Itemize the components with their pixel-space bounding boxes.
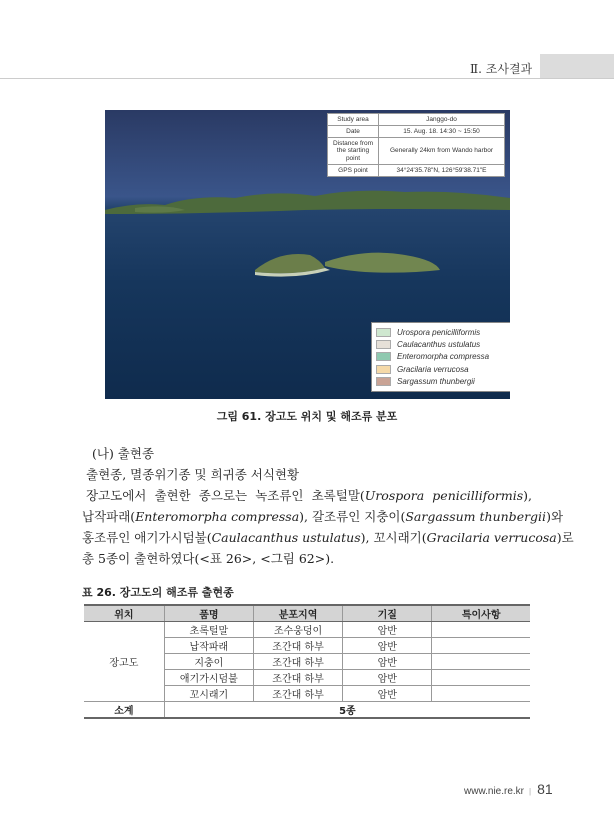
paragraph-line xyxy=(82,506,564,527)
species-name: Sargassum thunbergii xyxy=(405,509,547,524)
aerial-photo xyxy=(105,110,510,399)
species-table xyxy=(84,604,530,719)
species-legend xyxy=(371,322,510,392)
cell xyxy=(432,686,530,702)
legend-swatch xyxy=(376,340,391,349)
section-header: Ⅱ. 조사결과 xyxy=(470,62,533,76)
table-row xyxy=(84,622,530,638)
info-label: Distance from the starting point xyxy=(328,138,379,164)
location-cell: 장고도 xyxy=(84,622,164,702)
cell: 조간대 하부 xyxy=(253,670,342,686)
cell: 초록털말 xyxy=(164,622,253,638)
cell: 암반 xyxy=(343,638,432,654)
legend-label: Caulacanthus ustulatus xyxy=(397,340,481,350)
cell: 조수웅덩이 xyxy=(253,622,342,638)
legend-item xyxy=(376,376,506,388)
column-header: 기질 xyxy=(343,605,432,622)
subtotal-row xyxy=(84,702,530,719)
info-value: 34°24'35.78"N, 126°59'38.71"E xyxy=(379,164,505,176)
cell xyxy=(432,638,530,654)
text: 장고도에서 출현한 종으로는 녹조류인 초록털말( xyxy=(86,488,365,503)
legend-label: Gracilaria verrucosa xyxy=(397,364,469,374)
legend-label: Urospora penicilliformis xyxy=(397,327,481,337)
cell: 꼬시래기 xyxy=(164,686,253,702)
text: 납작파래( xyxy=(82,509,136,524)
study-info-table xyxy=(327,113,505,177)
text: ), xyxy=(523,488,532,503)
column-header: 위치 xyxy=(84,605,164,622)
info-label: Date xyxy=(328,126,379,138)
species-name: Urospora penicilliformis xyxy=(364,488,524,503)
column-header: 특이사항 xyxy=(432,605,530,622)
subheading: 출현종, 멸종위기종 및 희귀종 서식현황 xyxy=(86,467,300,482)
species-name: Caulacanthus ustulatus xyxy=(211,530,361,545)
info-label: GPS point xyxy=(328,164,379,176)
page-number: 81 xyxy=(537,781,553,797)
text: )로 xyxy=(556,530,574,545)
cell: 암반 xyxy=(343,670,432,686)
cell: 조간대 하부 xyxy=(253,638,342,654)
table-header-row xyxy=(84,605,530,622)
section-heading: (나) 출현종 xyxy=(92,446,155,461)
legend-label: Enteromorpha compressa xyxy=(397,352,490,362)
legend-swatch xyxy=(376,352,391,361)
cell xyxy=(432,622,530,638)
legend-label: Sargassum thunbergii xyxy=(397,377,475,387)
header-divider xyxy=(0,78,614,79)
cell: 암반 xyxy=(343,654,432,670)
legend-item xyxy=(376,326,506,338)
info-label: Study area xyxy=(328,114,379,126)
info-value: 15. Aug. 18. 14:30 ~ 15:50 xyxy=(379,126,505,138)
text: )와 xyxy=(546,509,564,524)
cell xyxy=(432,654,530,670)
body-text xyxy=(82,443,574,569)
legend-item xyxy=(376,338,506,350)
cell: 애기가시덤불 xyxy=(164,670,253,686)
page-footer xyxy=(464,781,553,797)
text: ), 꼬시래기( xyxy=(360,530,427,545)
figure-caption: 그림 61. 장고도 위치 및 해조류 분포 xyxy=(216,410,398,423)
paragraph-line: 총 5종이 출현하였다(<표 26>, <그림 62>). xyxy=(82,551,335,566)
column-header: 분포지역 xyxy=(253,605,342,622)
cell xyxy=(432,670,530,686)
column-header: 품명 xyxy=(164,605,253,622)
cell: 조간대 하부 xyxy=(253,686,342,702)
header-tab xyxy=(540,54,614,78)
text: 홍조류인 애기가시덤불( xyxy=(82,530,212,545)
cell: 조간대 하부 xyxy=(253,654,342,670)
legend-swatch xyxy=(376,328,391,337)
footer-url: www.nie.re.kr xyxy=(464,786,525,797)
legend-item xyxy=(376,351,506,363)
info-value: Janggo-do xyxy=(379,114,505,126)
legend-swatch xyxy=(376,365,391,374)
paragraph-line xyxy=(82,527,574,548)
cell: 암반 xyxy=(343,686,432,702)
cell: 지충이 xyxy=(164,654,253,670)
info-value: Generally 24km from Wando harbor xyxy=(379,138,505,164)
paragraph-line xyxy=(82,485,532,506)
species-name: Gracilaria verrucosa xyxy=(426,530,557,545)
cell: 암반 xyxy=(343,622,432,638)
legend-item xyxy=(376,363,506,375)
legend-swatch xyxy=(376,377,391,386)
table-title: 표 26. 장고도의 해조류 출현종 xyxy=(82,586,234,599)
subtotal-value: 5종 xyxy=(164,702,530,719)
species-name: Enteromorpha compressa xyxy=(135,509,300,524)
footer-separator: | xyxy=(529,787,532,796)
text: ), 갈조류인 지충이( xyxy=(299,509,406,524)
cell: 납작파래 xyxy=(164,638,253,654)
subtotal-label: 소계 xyxy=(84,702,164,719)
